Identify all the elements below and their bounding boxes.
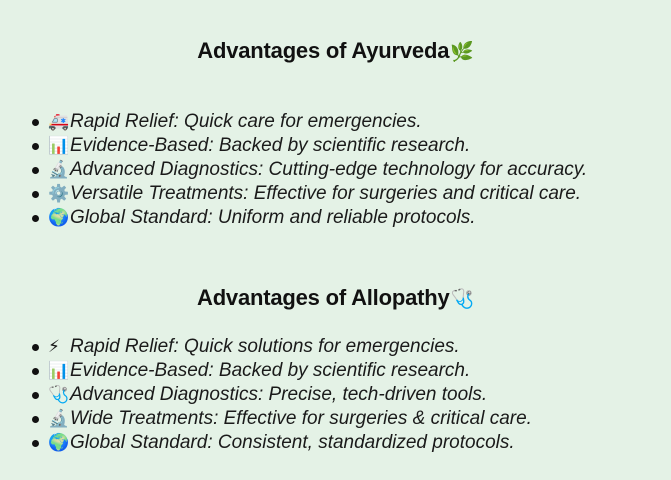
allopathy-heading: [0, 283, 671, 315]
list-item: [0, 158, 587, 182]
microscope-icon: 🔬: [48, 160, 70, 179]
globe-icon: 🌍: [48, 433, 70, 452]
microscope-icon: 🔬: [48, 409, 70, 428]
list-item-text: Global Standard: Consistent, standardized protocols.: [70, 432, 515, 453]
list-item: [0, 383, 532, 407]
ayurveda-heading-text: Advantages of Ayurveda: [197, 38, 450, 63]
allopathy-advantages-list: [0, 335, 532, 455]
list-item-text: Versatile Treatments: Effective for surgeries and critical care.: [70, 183, 582, 204]
list-item: [0, 407, 532, 431]
lightning-icon: ⚡: [48, 337, 60, 356]
stethoscope-icon: 🩺: [48, 385, 70, 404]
list-item: [0, 335, 532, 359]
list-item: [0, 134, 587, 158]
list-item-text: Evidence-Based: Backed by scientific research.: [70, 135, 471, 156]
globe-icon: 🌍: [48, 208, 70, 227]
allopathy-heading-text: Advantages of Allopathy: [197, 285, 450, 310]
bar-chart-icon: 📊: [48, 361, 70, 380]
list-item-text: Rapid Relief: Quick care for emergencies.: [70, 111, 422, 132]
leaf-icon: 🌿: [450, 42, 474, 63]
bar-chart-icon: 📊: [48, 136, 70, 155]
stethoscope-icon: 🩺: [450, 289, 474, 310]
ambulance-icon: 🚑: [48, 112, 70, 131]
list-item-text: Evidence-Based: Backed by scientific research.: [70, 360, 471, 381]
list-item: [0, 182, 587, 206]
list-item: [0, 110, 587, 134]
list-item: [0, 359, 532, 383]
list-item-text: Global Standard: Uniform and reliable protocols.: [70, 207, 476, 228]
list-item: [0, 431, 532, 455]
list-item: [0, 206, 587, 230]
ayurveda-section: [0, 36, 671, 228]
allopathy-section: [0, 283, 671, 453]
list-item-text: Advanced Diagnostics: Cutting-edge technology for accuracy.: [70, 159, 588, 180]
gear-icon: ⚙️: [48, 184, 70, 203]
list-item-text: Rapid Relief: Quick solutions for emergencies.: [70, 336, 460, 357]
list-item-text: Wide Treatments: Effective for surgeries & critical care.: [70, 408, 532, 429]
list-item-text: Advanced Diagnostics: Precise, tech-driven tools.: [70, 384, 488, 405]
ayurveda-advantages-list: [0, 110, 587, 230]
ayurveda-heading: [0, 36, 671, 68]
